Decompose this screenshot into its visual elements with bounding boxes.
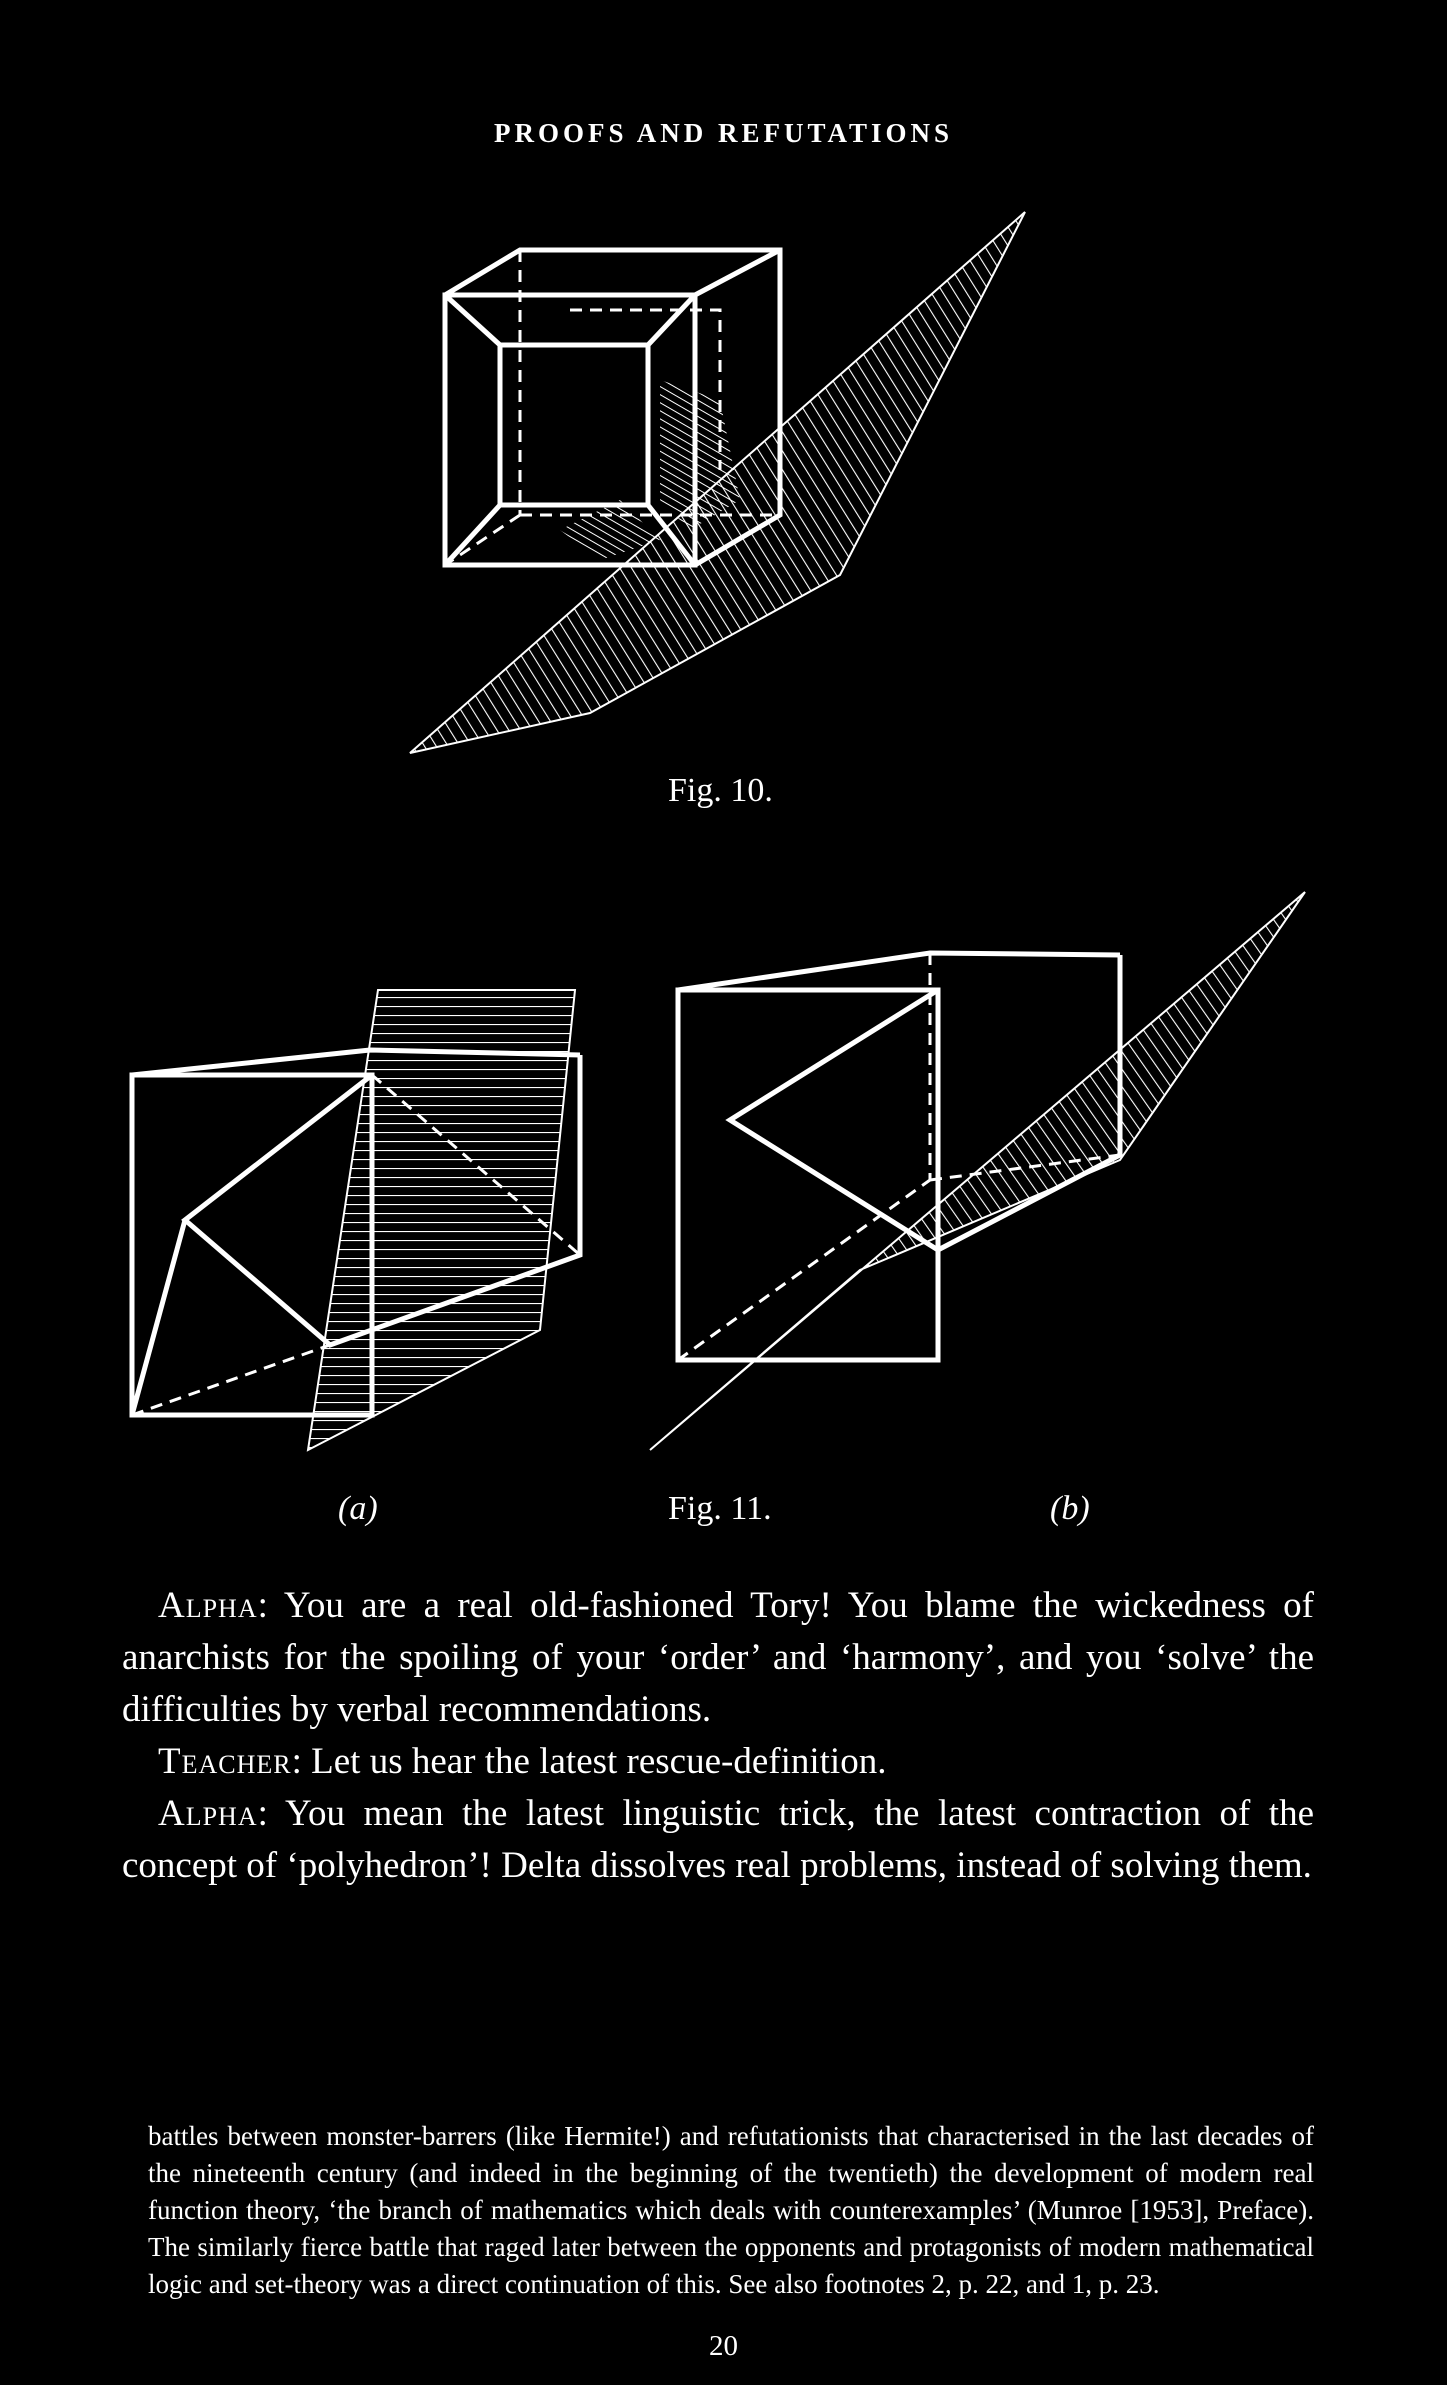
running-title: PROOFS AND REFUTATIONS xyxy=(493,118,954,148)
speaker-name: Teacher xyxy=(158,1741,292,1782)
dialogue-paragraph xyxy=(122,1580,1314,1736)
dialogue-paragraph xyxy=(122,1788,1314,1892)
speech-text: : You mean the latest linguistic trick, the latest contraction of the concept of ‘polyhedron’! Delta dissolves real problems, instead of solving them. xyxy=(122,1793,1314,1886)
speech-text: : You are a real old-fashioned Tory! You blame the wickedness of anarchists for the spoiling of your ‘order’ and ‘harmony’, and you ‘solve’ the difficulties by verbal recommendations. xyxy=(122,1585,1314,1730)
fig11-part-a-label: (a) xyxy=(338,1490,378,1527)
figure-11-drawing xyxy=(0,880,1447,1460)
speech-text: : Let us hear the latest rescue-definition. xyxy=(291,1741,887,1782)
fig10-caption: Fig. 10. xyxy=(668,772,773,809)
figure-10-drawing xyxy=(0,200,1447,760)
footnote-continuation: battles between monster-barrers (like Hermite!) and refutationists that characterised in the last decades of the nineteenth century (and indeed in the beginning of the twentieth) the development of modern real function theory, ‘the branch of mathematics which deals with counterexamples’ (Munroe [1953], Preface). The similarly fierce battle that raged later between the opponents and protagonists of modern mathematical logic and set-theory was a direct continuation of this. See also footnotes 2, p. 22, and 1, p. 23. xyxy=(148,2121,1314,2299)
speaker-name: Alpha xyxy=(158,1793,258,1834)
dialogue-body xyxy=(122,1580,1314,1892)
page-number: 20 xyxy=(709,2330,738,2362)
fig11b-plane xyxy=(650,892,1305,1450)
fig11-caption: Fig. 11. xyxy=(668,1490,772,1527)
fig11a-plane xyxy=(308,990,575,1450)
dialogue-paragraph xyxy=(122,1736,1314,1788)
speaker-name: Alpha xyxy=(158,1585,258,1626)
fig11-part-b-label: (b) xyxy=(1050,1490,1090,1527)
